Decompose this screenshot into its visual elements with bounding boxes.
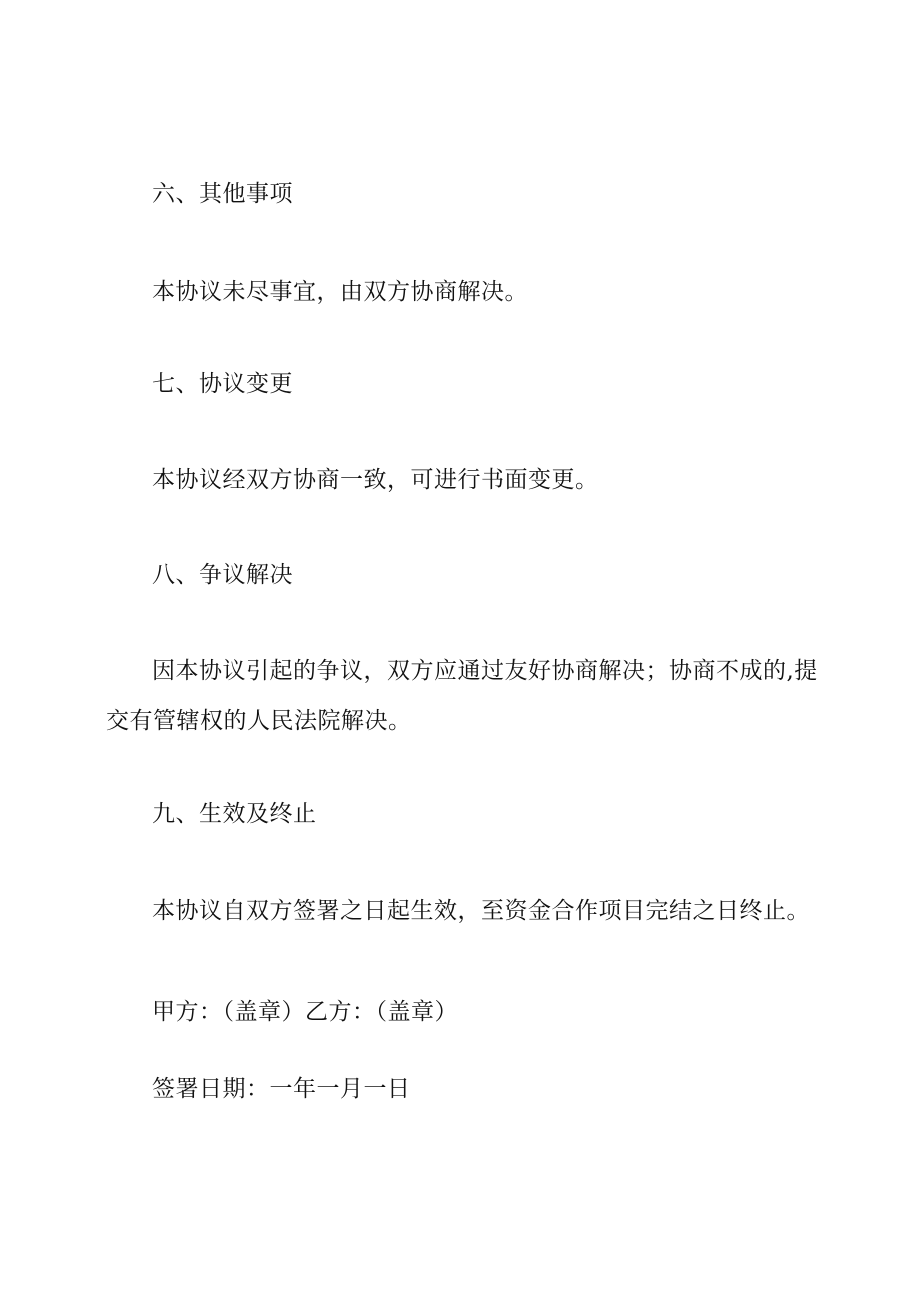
section-6-body: 本协议未尽事宜，由双方协商解决。	[152, 279, 528, 305]
section-7-heading: 七、协议变更	[152, 371, 293, 397]
section-8-heading: 八、争议解决	[152, 562, 293, 588]
section-8-body-line-1: 因本协议引起的争议，双方应通过友好协商解决；协商不成的,提	[152, 658, 818, 684]
section-7-body: 本协议经双方协商一致，可进行书面变更。	[152, 467, 599, 493]
signature-date: 签署日期：一年一月一日	[152, 1076, 411, 1102]
signature-parties: 甲方：（盖章）乙方：（盖章）	[152, 999, 458, 1025]
section-8-body-line-2: 交有管辖权的人民法院解决。	[106, 708, 412, 734]
section-6-heading: 六、其他事项	[152, 181, 293, 207]
section-9-body: 本协议自双方签署之日起生效，至资金合作项目完结之日终止。	[152, 898, 810, 924]
section-9-heading: 九、生效及终止	[152, 801, 317, 827]
